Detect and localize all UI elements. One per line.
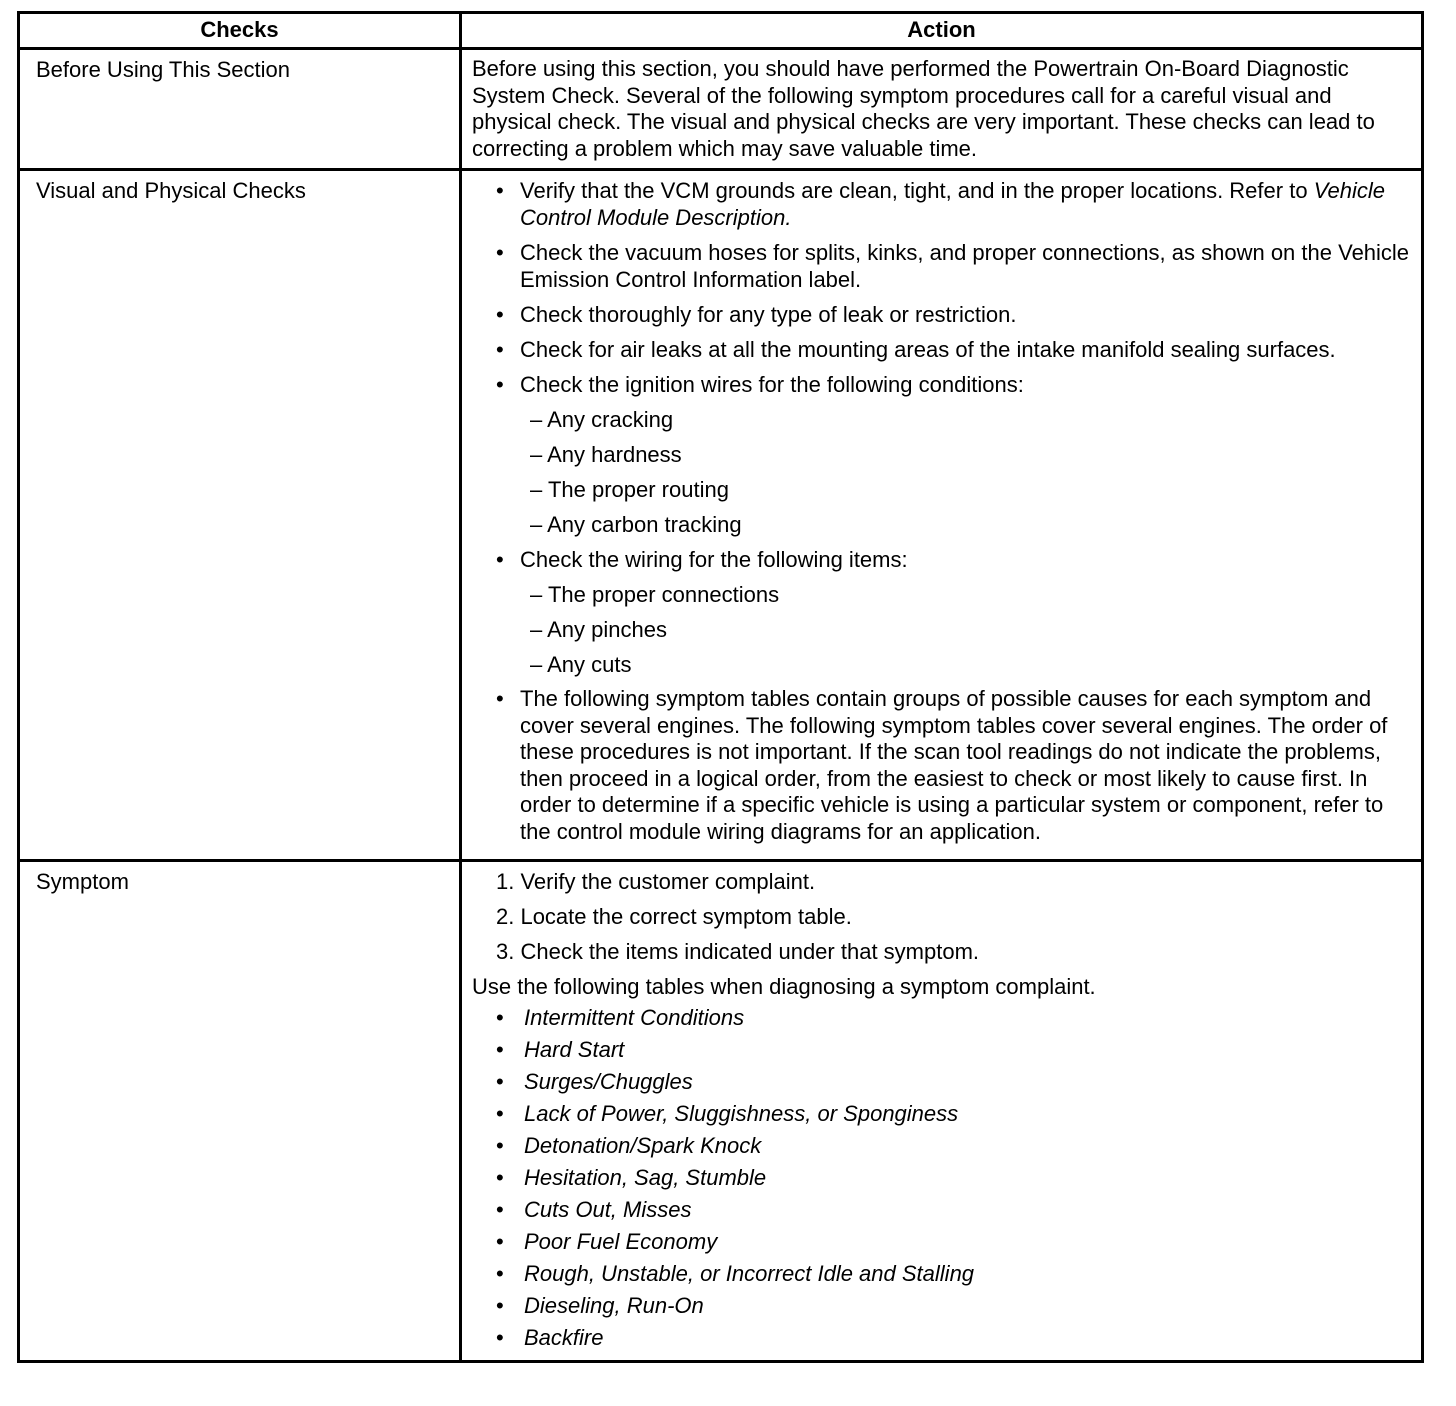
- list-item: – Any cuts: [530, 652, 632, 677]
- symptom-table-link: • Backfire: [496, 1322, 1415, 1354]
- check-symptom: Symptom: [19, 861, 461, 1362]
- check-visual-physical: Visual and Physical Checks: [19, 170, 461, 861]
- check-before-using: Before Using This Section: [19, 49, 461, 170]
- symptom-table-link: • Cuts Out, Misses: [496, 1194, 1415, 1226]
- symptom-table-link: • Intermittent Conditions: [496, 1002, 1415, 1034]
- list-item: [496, 546, 1415, 678]
- vcm-grounds-text: Verify that the VCM grounds are clean, tight, and in the proper locations. Refer to: [520, 178, 1308, 203]
- diagnostic-checks-table: [17, 11, 1424, 1363]
- before-using-text: Before using this section, you should have performed the Powertrain On-Board Diagnostic System Check. Several of the following symptom procedures call for a careful visual and physical check. The visual and physical checks are very important. These checks can lead to correcting a problem which may save valuable time.: [472, 56, 1375, 161]
- symptom-table-link: • Surges/Chuggles: [496, 1066, 1415, 1098]
- symptom-table-link: • Hard Start: [496, 1034, 1415, 1066]
- header-checks: Checks: [19, 13, 461, 49]
- action-visual-physical: [461, 170, 1423, 861]
- list-item: 2. Locate the correct symptom table.: [496, 904, 852, 929]
- list-item: • The following symptom tables contain groups of possible causes for each symptom and cover several engines. The following symptom tables cover several engines. The order of these procedures is not important. If the scan tool readings do not indicate the problems, then proceed in a logical order, from the easiest to check or most likely to cause first. In order to determine if a specific vehicle is using a particular system or component, refer to the control module wiring diagrams for an application.: [496, 686, 1415, 845]
- list-item: – Any hardness: [530, 442, 682, 467]
- symptom-table-link: • Dieseling, Run-On: [496, 1290, 1415, 1322]
- table-row: [19, 861, 1423, 1362]
- symptom-table-link: • Lack of Power, Sluggishness, or Sponginess: [496, 1098, 1415, 1130]
- symptom-tables-intro: Use the following tables when diagnosing a symptom complaint.: [472, 974, 1096, 999]
- list-item: 3. Check the items indicated under that symptom.: [496, 939, 980, 964]
- table-row: [19, 49, 1423, 170]
- list-item: – Any pinches: [530, 617, 667, 642]
- list-item: [496, 371, 1415, 538]
- list-item: [496, 177, 1415, 231]
- symptom-tables-list: [472, 1002, 1415, 1354]
- list-item: – Any cracking: [530, 407, 674, 432]
- visual-check-list: [472, 177, 1415, 845]
- ignition-wires-text: Check the ignition wires for the following conditions:: [520, 372, 1024, 397]
- wiring-text: Check the wiring for the following items:: [520, 547, 908, 572]
- vcm-description-ref: Vehicle Control Module Description.: [520, 178, 1386, 230]
- list-item: – The proper connections: [530, 582, 780, 607]
- table-row: [19, 170, 1423, 861]
- action-before-using: [461, 49, 1423, 170]
- symptom-table-link: • Detonation/Spark Knock: [496, 1130, 1415, 1162]
- list-item: – The proper routing: [530, 477, 729, 502]
- list-item: • Check thoroughly for any type of leak or restriction.: [496, 301, 1415, 328]
- action-symptom: [461, 861, 1423, 1362]
- symptom-table-link: • Rough, Unstable, or Incorrect Idle and Stalling: [496, 1258, 1415, 1290]
- symptom-table-link: • Poor Fuel Economy: [496, 1226, 1415, 1258]
- list-item: – Any carbon tracking: [530, 512, 742, 537]
- symptom-steps-list: [472, 868, 1415, 965]
- list-item: 1. Verify the customer complaint.: [496, 869, 816, 894]
- symptom-table-link: • Hesitation, Sag, Stumble: [496, 1162, 1415, 1194]
- header-action: Action: [461, 13, 1423, 49]
- list-item: • Check the vacuum hoses for splits, kinks, and proper connections, as shown on the Vehicle Emission Control Information label.: [496, 239, 1415, 293]
- wiring-items-list: [520, 581, 1415, 678]
- header-row: [19, 13, 1423, 49]
- list-item: • Check for air leaks at all the mounting areas of the intake manifold sealing surfaces.: [496, 336, 1415, 363]
- ignition-conditions-list: [520, 406, 1415, 538]
